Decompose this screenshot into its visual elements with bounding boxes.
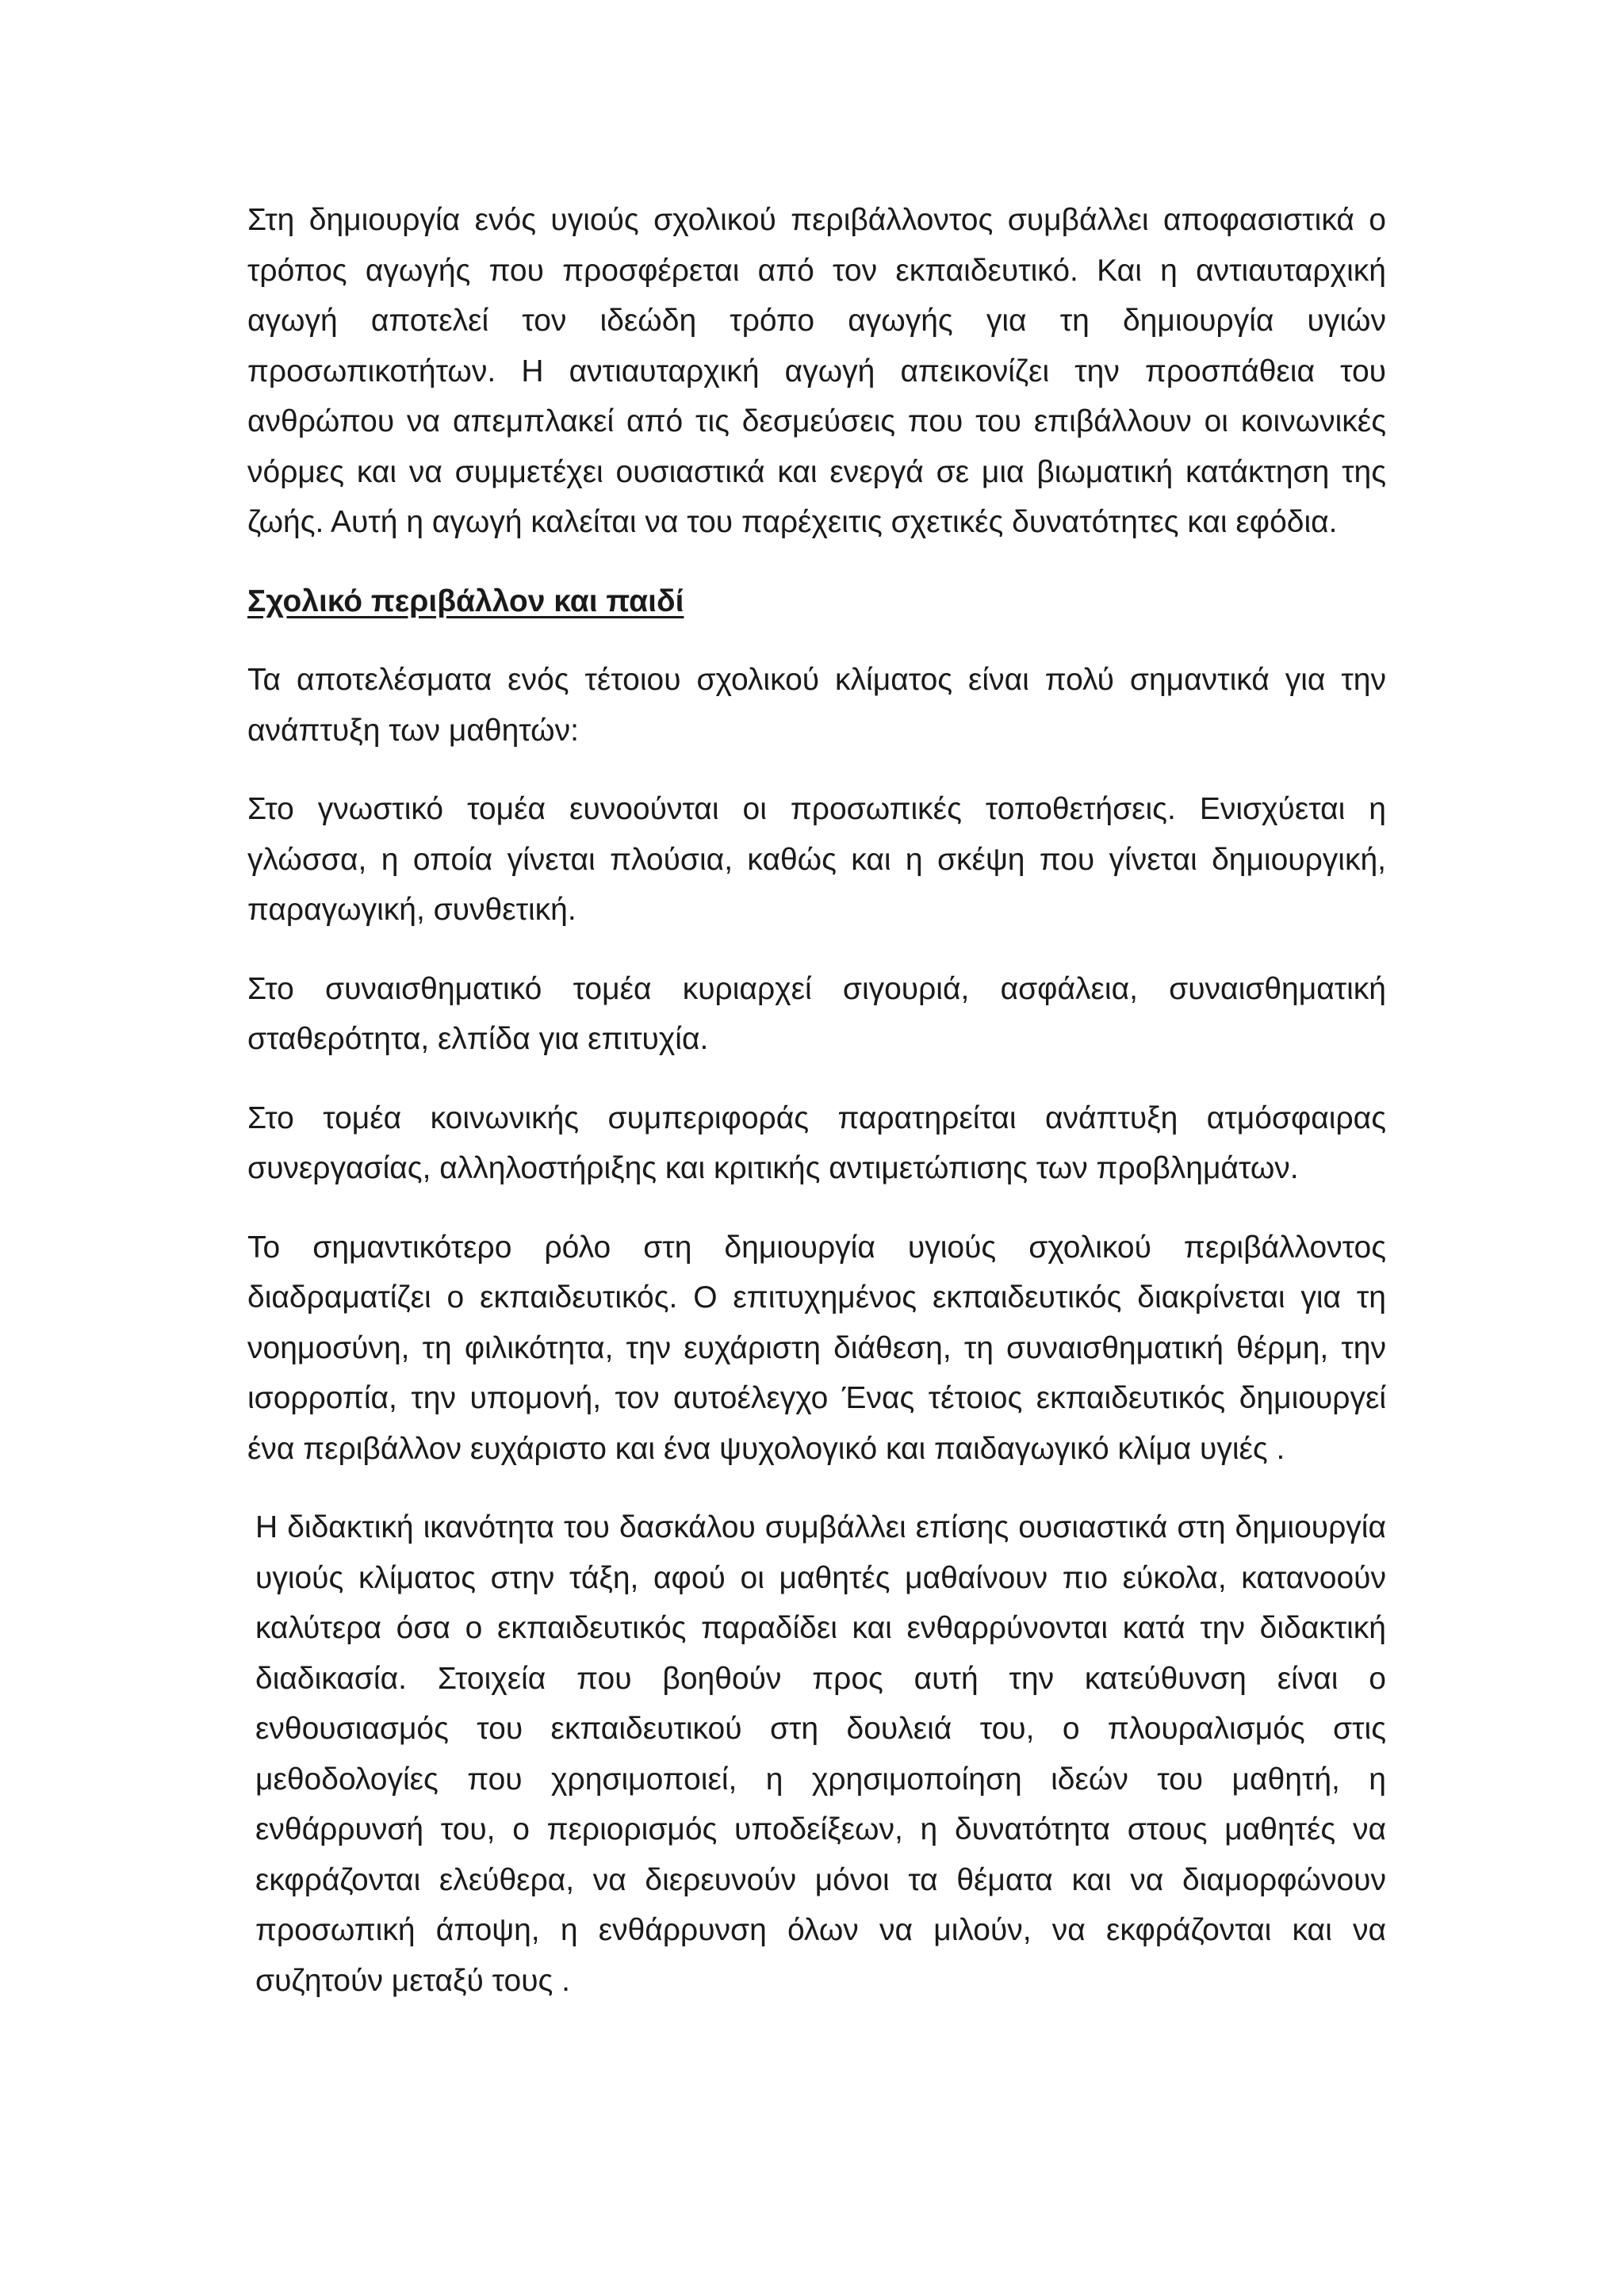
- teacher-role-paragraph: Το σημαντικότερο ρόλο στη δημιουργία υγιούς σχολικού περιβάλλοντος διαδραματίζει ο εκπαιδευτικός. Ο επιτυχημένος εκπαιδευτικός διακρίνεται για τη νοημοσύνη, τη φιλικότητα, την ευχάριστη διάθεση, τη συναισθηματική θέρμη, την ισορροπία, την υπομονή, τον αυτοέλεγχο Ένας τέτοιος εκπαιδευτικός δημιουργεί ένα περιβάλλον ευχάριστο και ένα ψυχολογικό και παιδαγωγικό κλίμα υγιές .: [247, 1230, 1386, 1466]
- document-page: [247, 195, 1386, 2006]
- intro-paragraph: Στη δημιουργία ενός υγιούς σχολικού περιβάλλοντος συμβάλλει αποφασιστικά ο τρόπος αγωγής που προσφέρεται από τον εκπαιδευτικό. Και η αντιαυταρχική αγωγή αποτελεί τον ιδεώδη τρόπο αγωγής για τη δημιουργία υγιών προσωπικοτήτων. Η αντιαυταρχική αγωγή απεικονίζει την προσπάθεια του ανθρώπου να απεμπλακεί από τις δεσμεύσεις που του επιβάλλουν οι κοινωνικές νόρμες και να συμμετέχει ουσιαστικά και ενεργά σε μια βιωματική κατάκτηση της ζωής. Αυτή η αγωγή καλείται να του παρέχειτις σχετικές δυνατότητες και εφόδια.: [247, 203, 1386, 539]
- cognitive-paragraph: Στο γνωστικό τομέα ευνοούνται οι προσωπικές τοποθετήσεις. Ενισχύεται η γλώσσα, η οποία γίνεται πλούσια, καθώς και η σκέψη που γίνεται δημιουργική, παραγωγική, συνθετική.: [247, 792, 1386, 927]
- section-heading: Σχολικό περιβάλλον και παιδί: [247, 584, 684, 618]
- results-intro-paragraph: Τα αποτελέσματα ενός τέτοιου σχολικού κλίματος είναι πολύ σημαντικά για την ανάπτυξη των μαθητών:: [247, 663, 1386, 748]
- social-paragraph: Στο τομέα κοινωνικής συμπεριφοράς παρατηρείται ανάπτυξη ατμόσφαιρας συνεργασίας, αλληλοστήριξης και κριτικής αντιμετώπισης των προβλημάτων.: [247, 1100, 1386, 1185]
- teaching-ability-paragraph: Η διδακτική ικανότητα του δασκάλου συμβάλλει επίσης ουσιαστικά στη δημιουργία υγιούς κλίματος στην τάξη, αφού οι μαθητές μαθαίνουν πιο εύκολα, κατανοούν καλύτερα όσα ο εκπαιδευτικός παραδίδει και ενθαρρύνονται κατά την διδακτική διαδικασία. Στοιχεία που βοηθούν προς αυτή την κατεύθυνση είναι ο ενθουσιασμός του εκπαιδευτικού στη δουλειά του, ο πλουραλισμός στις μεθοδολογίες που χρησιμοποιεί, η χρησιμοποίηση ιδεών του μαθητή, η ενθάρρυνσή του, ο περιορισμός υποδείξεων, η δυνατότητα στους μαθητές να εκφράζονται ελεύθερα, να διερευνούν μόνοι τα θέματα και να διαμορφώνουν προσωπική άποψη, η ενθάρρυνση όλων να μιλούν, να εκφράζονται και να συζητούν μεταξύ τους .: [255, 1510, 1386, 1998]
- emotional-paragraph: Στο συναισθηματικό τομέα κυριαρχεί σιγουριά, ασφάλεια, συναισθηματική σταθερότητα, ελπίδα για επιτυχία.: [247, 971, 1386, 1056]
